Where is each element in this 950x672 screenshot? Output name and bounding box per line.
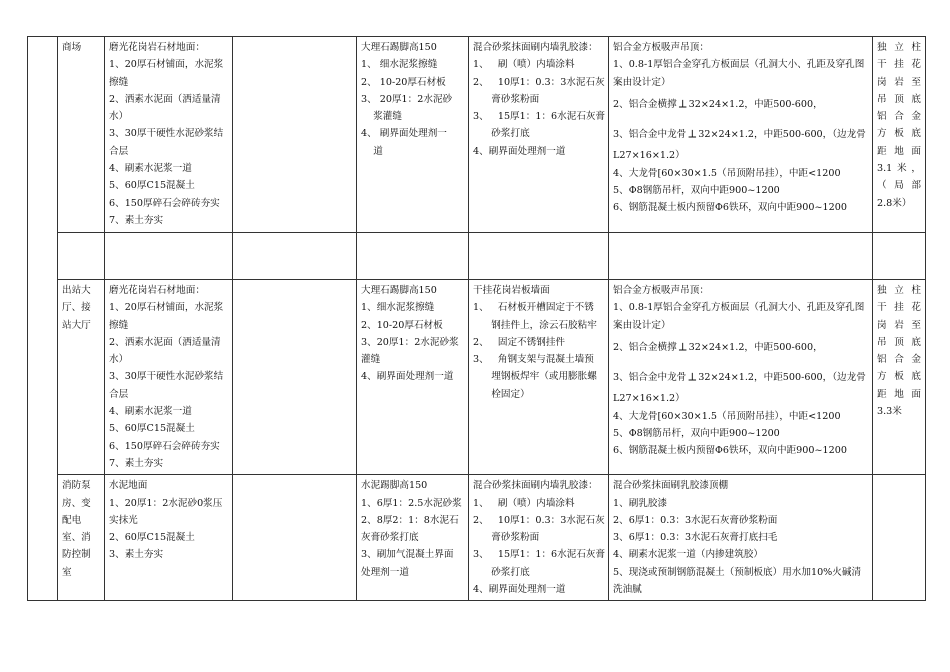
table-row bbox=[28, 37, 926, 233]
empty-cell bbox=[105, 233, 233, 280]
wall-cell: 混合砂浆抹面刷内墙乳胶漆： 1、 刷（喷）内墙涂料 2、 10厚1：0.3：3水泥石灰 膏砂浆粉面 3、 15厚1：1：6水泥石灰膏 砂浆打底 4、刷界面处理剂一道 bbox=[469, 475, 609, 601]
skirting-cell: 大理石踢脚高150 1、 细水泥浆擦缝 2、 10-20厚石材板 3、 20厚1：2水泥砂 浆灌缝 4、 刷界面处理剂一 道 bbox=[357, 37, 469, 233]
skirting-cell: 大理石踢脚高150 1、细水泥浆擦缝 2、10-20厚石材板 3、20厚1：2水泥砂浆 灌缝 4、刷界面处理剂一道 bbox=[357, 280, 469, 475]
floor-cell: 水泥地面 1、20厚1：2水泥砂0浆压 实抹光 2、60厚C15混凝土 3、素土夯实 bbox=[105, 475, 233, 601]
ceiling-cell: 混合砂浆抹面刷乳胶漆顶棚 1、刷乳胶漆 2、6厚1：0.3：3水泥石灰膏砂浆粉面 3、6厚1：0.3：3水泥石灰膏打底扫毛 4、刷素水泥浆一道（内掺建筑胶） 5、现浇或预制钢筋混凝土（预制板底）用水加10%火碱清 洗油腻 bbox=[609, 475, 873, 601]
empty-cell bbox=[233, 280, 357, 475]
area-cell: 消防泵房、变配电室、消防控制室 bbox=[58, 475, 105, 601]
area-cell: 出站大厅、接站大厅 bbox=[58, 280, 105, 475]
table-row bbox=[28, 233, 926, 280]
wall-cell: 干挂花岗岩板墙面 1、 石材板开槽固定于不锈 钢挂件上，涂云石胶粘牢 2、 固定不锈钢挂件 3、 角钢支架与混凝土墙预 埋钢板焊牢（或用膨胀螺 栓固定） bbox=[469, 280, 609, 475]
skirting-cell: 水泥踢脚高150 1、6厚1：2.5水泥砂浆 2、8厚2：1：8水泥石 灰膏砂浆打底 3、刷加气混凝土界面 处理剂一道 bbox=[357, 475, 469, 601]
ceiling-cell: 铝合金方板吸声吊顶： 1、0.8-1厚铝合金穿孔方板面层（孔洞大小、孔距及穿孔图 案由设计定） 2、铝合金横撑 ┴ 32×24×1.2，中距500-600， 3、铝合金中龙骨 ┴ 32×24×1.2，中距500-600，（边龙骨 L27×16×1.2） 4、大龙骨[60×30×1.5（吊顶附吊挂），中距<1200 5、Φ8钢筋吊杆，双向中距900~1200 6、钢筋混凝土板内预留Φ6铁环，双向中距900~1200 bbox=[609, 37, 873, 233]
note-cell: 独立柱 干挂花 岗岩至 吊顶底 铝合金 方板底 距地面 3.3米 bbox=[873, 280, 926, 475]
empty-cell bbox=[233, 37, 357, 233]
index-column bbox=[28, 37, 58, 601]
finish-schedule-table bbox=[27, 36, 926, 601]
floor-cell: 磨光花岗岩石材地面： 1、20厚石材铺面，水泥浆 擦缝 2、洒素水泥面（洒适量清 水） 3、30厚干硬性水泥砂浆结 合层 4、刷素水泥浆一道 5、60厚C15混凝土 6、150厚碎石会碎砖夯实 7、素土夯实 bbox=[105, 280, 233, 475]
empty-cell bbox=[609, 233, 873, 280]
tee-section-icon: ┴ bbox=[688, 130, 696, 145]
note-cell bbox=[873, 475, 926, 601]
tee-section-icon: ┴ bbox=[679, 342, 687, 357]
wall-cell: 混合砂浆抹面刷内墙乳胶漆： 1、 刷（喷）内墙涂料 2、 10厚1：0.3：3水泥石灰 膏砂浆粉面 3、 15厚1：1：6水泥石灰膏 砂浆打底 4、刷界面处理剂一道 bbox=[469, 37, 609, 233]
empty-cell bbox=[469, 233, 609, 280]
empty-cell bbox=[873, 233, 926, 280]
tee-section-icon: ┴ bbox=[679, 99, 687, 114]
note-cell: 独立柱 干挂花 岗岩至 吊顶底 铝合金 方板底 距地面 3.1米， （局部 2.8米） bbox=[873, 37, 926, 233]
empty-cell bbox=[58, 233, 105, 280]
empty-cell bbox=[357, 233, 469, 280]
tee-section-icon: ┴ bbox=[688, 373, 696, 388]
table-row bbox=[28, 475, 926, 601]
table-row bbox=[28, 280, 926, 475]
empty-cell bbox=[233, 475, 357, 601]
area-cell: 商场 bbox=[58, 37, 105, 233]
empty-cell bbox=[233, 233, 357, 280]
floor-cell: 磨光花岗岩石材地面： 1、20厚石材铺面，水泥浆 擦缝 2、洒素水泥面（洒适量清 水） 3、30厚干硬性水泥砂浆结 合层 4、刷素水泥浆一道 5、60厚C15混凝土 6、150厚碎石会碎砖夯实 7、素土夯实 bbox=[105, 37, 233, 233]
ceiling-cell: 铝合金方板吸声吊顶： 1、0.8-1厚铝合金穿孔方板面层（孔洞大小、孔距及穿孔图 案由设计定） 2、铝合金横撑 ┴ 32×24×1.2，中距500-600， 3、铝合金中龙骨 ┴ 32×24×1.2，中距500-600，（边龙骨 L27×16×1.2） 4、大龙骨[60×30×1.5（吊顶附吊挂），中距<1200 5、Φ8钢筋吊杆，双向中距900~1200 6、钢筋混凝土板内预留Φ6铁环，双向中距900~1200 bbox=[609, 280, 873, 475]
